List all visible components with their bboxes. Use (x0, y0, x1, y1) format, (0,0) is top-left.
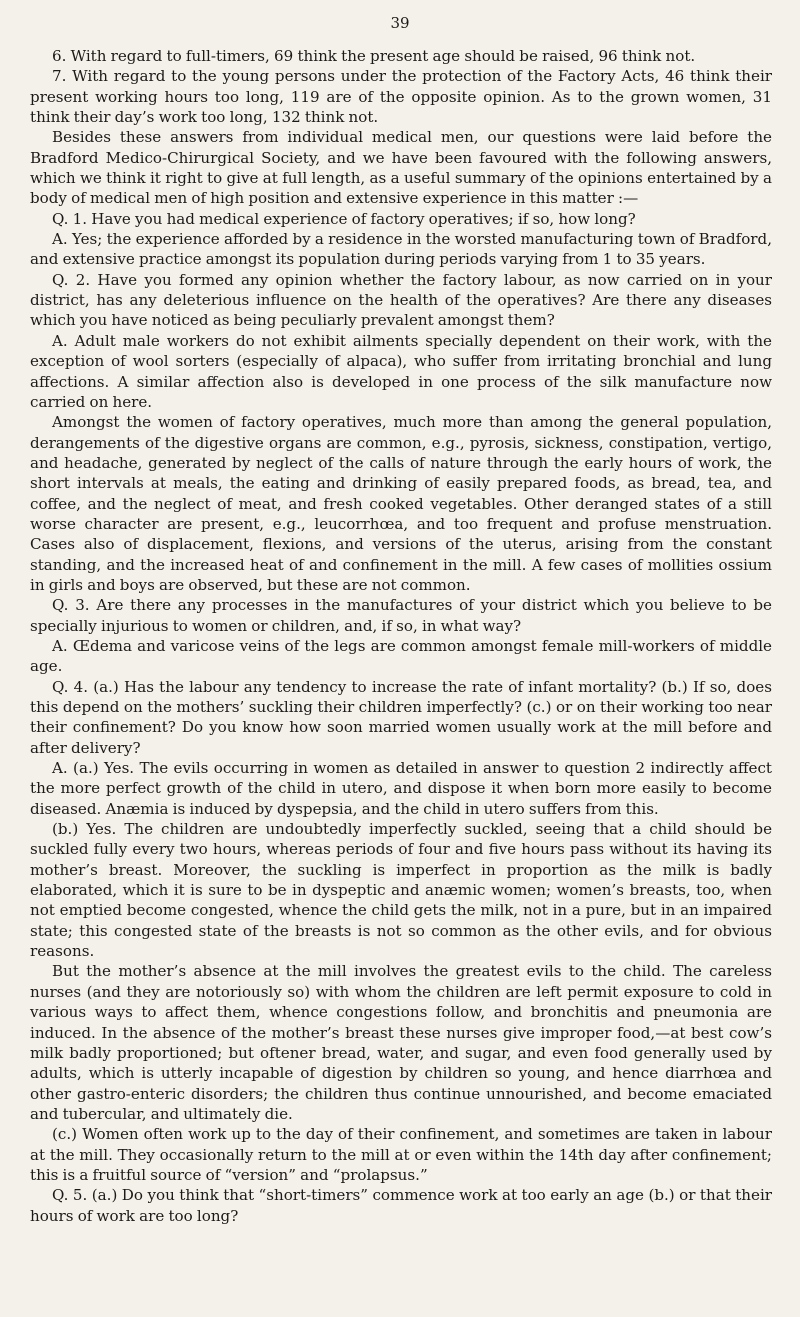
question-3: Q. 3. Are there any processes in the manufactures of your district which you believe to be specially injurious to women or children, and, if so, in what way? (30, 596, 772, 635)
paragraph-item-6: 6. With regard to full-timers, 69 think the present age should be raised, 96 think not. (52, 47, 696, 65)
answer-4b-continued: But the mother’s absence at the mill involves the greatest evils to the child. The careless nurses (and they are notoriously so) with whom the children are left permit exposure to cold in various ways to affect them, whence congestions follow, and bronchitis and pneumonia are induced. In the absence of the mother’s breast these nurses give improper food,—at best cow’s milk badly proportioned; but oftener bread, water, and sugar, and even food generally used by adults, which is utterly incapable of digestion by children so young, and hence diarrhœa and other gastro-enteric disorders; the children thus continue unnourished, and become emaciated and tubercular, and ultimately die. (30, 962, 772, 1123)
text-body (30, 46, 772, 1226)
question-1: Q. 1. Have you had medical experience of factory operatives; if so, how long? (52, 209, 636, 228)
question-4: Q. 4. (a.) Has the labour any tendency to increase the rate of infant mortality? (b.) If so, does this depend on the mothers’ suckling their children imperfectly? (c.) or on their working too near their confinement? Do you know how soon married women usually work at the mill before and after delivery? (30, 677, 772, 757)
paragraph-society-intro: Besides these answers from individual medical men, our questions were laid before the Bradford Medico-Chirurgical Society, and we have been favoured with the following answers, which we think it right to give at full length, as a useful summary of the opinions entertained by a body of medical men of high position and extensive experience in this matter :— (30, 128, 772, 208)
answer-4b: (b.) Yes. The children are undoubtedly imperfectly suckled, seeing that a child should be suckled fully every two hours, whereas periods of four and five hours pass without its having its mother’s breast. Moreover, the suckling is imperfect in proportion as the milk is badly elaborated, which it is sure to be in dyspeptic and anæmic women; women’s breasts, too, when not emptied become congested, whence the child gets the milk, not in a pure, but in an impaired state; this congested state of the breasts is not so common as the other evils, and for obvious reasons. (30, 820, 772, 961)
answer-3: A. Œdema and varicose veins of the legs are common amongst female mill-workers of middle age. (30, 636, 772, 676)
question-2: Q. 2. Have you formed any opinion whether the factory labour, as now carried on in your district, has any deleterious influence on the health of the operatives? Are there any diseases which you have noticed as being peculiarly prevalent amongst them? (30, 270, 772, 330)
page-number: 39 (390, 14, 410, 32)
answer-4a: A. (a.) Yes. The evils occurring in women as detailed in answer to question 2 indirectly affect the more perfect growth of the child in utero, and dispose it when born more easily to become diseased. Anæmia is induced by dyspepsia, and the child in utero suffers from this. (30, 759, 772, 818)
question-5: Q. 5. (a.) Do you think that “short-timers” commence work at too early an age (b.) or that their hours of work are too long? (30, 1186, 772, 1225)
answer-4c: (c.) Women often work up to the day of their confinement, and sometimes are taken in labour at the mill. They occasionally return to the mill at or even within the 14th day after confinement; this is a fruitful source of “version” and “prolapsus.” (30, 1125, 772, 1184)
paragraph-item-7: 7. With regard to the young persons under the protection of the Factory Acts, 46 think their present working hours too long, 119 are of the opposite opinion. As to the grown women, 31 think their day’s work too long, 132 think not. (30, 67, 772, 127)
answer-1: A. Yes; the experience afforded by a residence in the worsted manufacturing town of Bradford, and extensive practice amongst its population during periods varying from 1 to 35 years. (30, 230, 772, 269)
answer-2: A. Adult male workers do not exhibit ailments specially dependent on their work, with the exception of wool sorters (especially of alpaca), who suffer from irritating bronchial and lung affections. A similar affection also is developed in one process of the silk manufacture now carried on here. (30, 331, 772, 411)
answer-2-women: Amongst the women of factory operatives, much more than among the general population, derangements of the digestive organs are common, e.g., pyrosis, sickness, constipation, vertigo, and headache, generated by neglect of the calls of nature through the early hours of work, the short intervals at meals, the eating and drinking of easily prepared foods, as bread, tea, and coffee, and the neglect of meat, and fresh cooked vegetables. Other deranged states of a still worse character are present, e.g., leucorrhœa, and too frequent and profuse menstruation. Cases also of displacement, flexions, and versions of the uterus, arising from the constant standing, and the increased heat of and confinement in the mill. A few cases of mollities ossium in girls and boys are observed, but these are not common. (30, 413, 772, 594)
